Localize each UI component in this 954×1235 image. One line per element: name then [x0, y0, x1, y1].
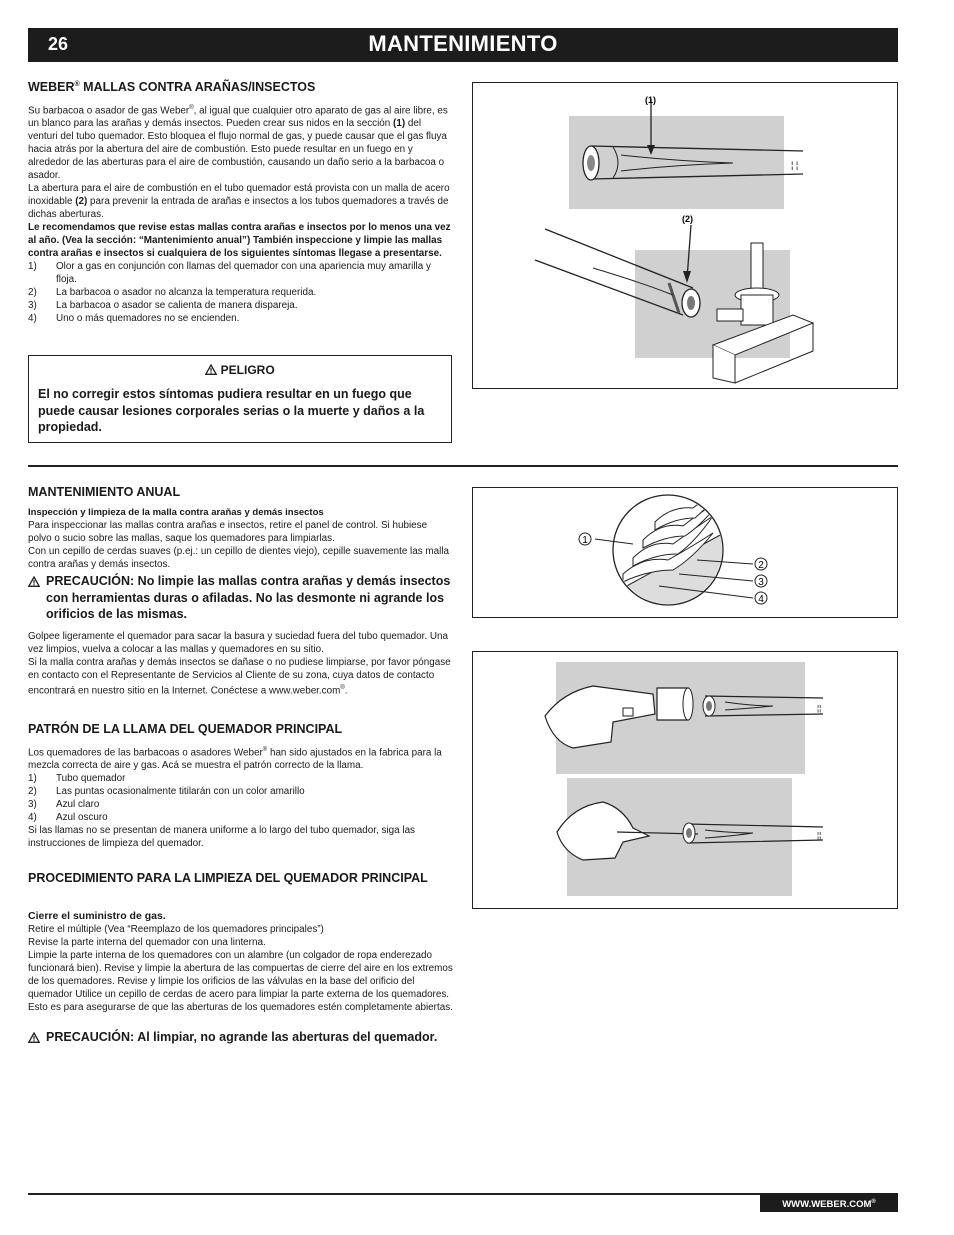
flame-body	[28, 744, 453, 850]
flame-paragraph-1	[28, 744, 453, 772]
reference-2: (2)	[75, 196, 88, 208]
danger-text: El no corregir estos síntomas pudiera resultar en un fuego que puede causar lesiones corporales serias o la muerte y daños a la propiedad.	[38, 387, 425, 434]
cleaning-caution-text: PRECAUCIÓN: Al limpiar, no agrande las aberturas del quemador.	[46, 1030, 438, 1044]
list-number: 2)	[28, 287, 37, 299]
list-item	[28, 811, 453, 824]
list-text: Olor a gas en conjunción con llamas del quemador con una apariencia muy amarilla y floja.	[56, 261, 431, 286]
flame-label-1: 1	[582, 535, 588, 546]
list-item	[28, 772, 453, 785]
text: Su barbacoa o asador de gas Weber	[28, 105, 190, 117]
annual-paragraph-1: Para inspeccionar las mallas contra arañas e insectos, retire el panel de control. Si hubiese polvo o sucio sobre las mallas, saque los quemadores para limpiarlas.	[28, 520, 428, 544]
annual-caution-text: PRECAUCIÓN: No limpie las mallas contra arañas y demás insectos con herramientas duras o afiladas. No las desmonte ni agrande los orificios de las mismas.	[46, 574, 451, 621]
text: para prevenir la entrada de arañas e insectos a los tubos quemadores a través de dichas aberturas.	[28, 196, 449, 221]
reg-mark: ®	[871, 1199, 876, 1205]
cleaning-subheading: Cierre el suministro de gas.	[28, 910, 166, 922]
annual-body	[28, 506, 453, 571]
annual-body-2	[28, 630, 453, 697]
reg-mark: ®	[189, 105, 194, 111]
list-number: 1)	[28, 773, 37, 785]
text: Si la malla contra arañas y demás insectos se dañase o no pudiese limpiarse, por favor póngase en contacto con el Representante de Servicios al Cliente de su zona, cuya datos de contacto encontrará en nuestro sitio en la Internet. Conéctese a www.weber.com	[28, 657, 451, 697]
reg-mark: ®	[74, 80, 80, 88]
cleaning-line-1: Retire el múltiple (Vea “Reemplazo de los quemadores principales”)	[28, 924, 324, 935]
footer-url-badge	[760, 1193, 898, 1212]
flame-label-2: 2	[758, 560, 764, 571]
svg-text:¦ ¦: ¦ ¦	[791, 160, 799, 170]
cleaning-illustration	[473, 652, 896, 907]
danger-box	[28, 355, 452, 443]
svg-text:¦¦: ¦¦	[817, 831, 822, 840]
flame-label-4: 4	[758, 594, 764, 605]
svg-text:¦¦: ¦¦	[817, 704, 822, 713]
annual-caution	[28, 573, 456, 623]
flame-heading: PATRÓN DE LA LLAMA DEL QUEMADOR PRINCIPAL	[28, 722, 343, 736]
spider-paragraph-2	[28, 182, 453, 221]
list-number: 2)	[28, 786, 37, 798]
footer-url: WWW.WEBER.COM	[782, 1199, 872, 1211]
annual-paragraph-4	[28, 656, 453, 697]
figure-label-2: (2)	[682, 214, 693, 224]
spider-heading	[28, 80, 315, 94]
figure-label-1: (1)	[645, 95, 656, 105]
warning-triangle-icon	[28, 576, 40, 587]
cleaning-body	[28, 910, 456, 1014]
page-number: 26	[48, 34, 69, 54]
list-item	[28, 312, 453, 325]
flame-label-3: 3	[758, 577, 764, 588]
list-item	[28, 286, 453, 299]
annual-subheading: Inspección y limpieza de la malla contra arañas y demás insectos	[28, 507, 324, 518]
reference-1: (1)	[393, 118, 406, 130]
list-text: Azul oscuro	[56, 812, 108, 824]
list-number: 4)	[28, 812, 37, 824]
text: La abertura para el aire de combustión en el tubo quemador está provista con un malla de acero inoxidable	[28, 183, 450, 208]
cleaning-line-3: Limpie la parte interna de los quemadores con un alambre (un colgador de ropa enderezado funcionará bien). Revise y limpie la abertura de las compuertas de cierre del aire en los extremos de los quemadores. Revise y limpie los orificios de las válvulas en la base del orificio del quemador Utilice un cepillo de cerdas de acero para limpiar la parte externa de los quemadores. Esto es para asegurarse de que las aberturas de los quemadores estén completamente abiertas.	[28, 950, 453, 1013]
burner-illustration	[473, 83, 896, 387]
footer-rule	[28, 1193, 768, 1195]
list-number: 3)	[28, 300, 37, 312]
list-text: Azul claro	[56, 799, 100, 811]
list-item	[28, 299, 453, 312]
list-number: 4)	[28, 313, 37, 325]
list-text: Las puntas ocasionalmente titilarán con un color amarillo	[56, 786, 305, 798]
text: , al igual que cualquier otro aparato de gas al aire libre, es un blanco para las arañas y demás insectos. Pueden crear sus nidos en la sección	[28, 105, 448, 130]
warning-triangle-icon	[28, 1032, 40, 1043]
spider-body	[28, 102, 453, 325]
figure-burner-screen	[472, 82, 898, 389]
list-text: Uno o más quemadores no se encienden.	[56, 313, 240, 325]
cleaning-caution	[28, 1029, 456, 1046]
figure-burner-cleaning	[472, 651, 898, 909]
list-text: Tubo quemador	[56, 773, 126, 785]
flame-list	[28, 772, 453, 824]
spider-paragraph-3: Le recomendamos que revise estas mallas contra arañas e insectos por lo menos una vez al año. (Vea la sección: “Mantenimiento anual”) También inspeccione y limpie las mallas contra arañas e insectos si cualquiera de los siguientes síntomas llegase a presentarse.	[28, 222, 451, 260]
list-item	[28, 785, 453, 798]
danger-heading	[29, 363, 451, 377]
list-item	[28, 798, 453, 811]
spider-paragraph-1	[28, 102, 453, 182]
section-divider	[28, 465, 898, 467]
text: Los quemadores de las barbacoas o asadores Weber	[28, 747, 263, 759]
reg-mark: ®	[340, 685, 345, 691]
heading-rest: MALLAS CONTRA ARAÑAS/INSECTOS	[79, 80, 316, 94]
list-text: La barbacoa o asador se calienta de manera dispareja.	[56, 300, 298, 312]
warning-triangle-icon	[205, 364, 217, 375]
annual-paragraph-3: Golpee ligeramente el quemador para sacar la basura y suciedad fuera del tubo quemador. Una vez limpios, vuelva a colocar a las mallas y quemadores en su sitio.	[28, 631, 448, 655]
page-header	[28, 28, 898, 62]
list-item	[28, 260, 453, 286]
flame-paragraph-2: Si las llamas no se presentan de manera uniforme a lo largo del tubo quemador, siga las instrucciones de limpieza del quemador.	[28, 825, 415, 850]
annual-heading: MANTENIMIENTO ANUAL	[28, 485, 181, 499]
list-number: 3)	[28, 799, 37, 811]
reg-mark: ®	[262, 747, 268, 753]
list-text: La barbacoa o asador no alcanza la temperatura requerida.	[56, 287, 317, 299]
symptom-list	[28, 260, 453, 325]
cleaning-heading: PROCEDIMIENTO PARA LA LIMPIEZA DEL QUEMADOR PRINCIPAL	[28, 871, 428, 885]
text: del venturi del tubo quemador. Esto bloquea el flujo normal de gas, y puede causar que el gas fluya hacia atrás por la abertura del aire de combustión. Esto puede resultar en un fuego en y alrededor de las aberturas para el aire de combustión, causando un daño serio a la barbacoa o asador.	[28, 118, 447, 182]
text: han sido ajustados en la fabrica para la mezcla correcta de aire y gas. Acá se muestra el patrón correcto de la llama.	[28, 747, 442, 772]
danger-heading-text: PELIGRO	[220, 363, 275, 377]
cleaning-line-2: Revise la parte interna del quemador con una linterna.	[28, 937, 266, 948]
text: .	[344, 685, 348, 697]
page-title: MANTENIMIENTO	[368, 31, 558, 56]
annual-paragraph-2: Con un cepillo de cerdas suaves (p.ej.: un cepillo de dientes viejo), cepille suavemente las malla contra arañas y demás insectos.	[28, 546, 450, 570]
list-number: 1)	[28, 261, 37, 273]
flame-illustration	[473, 488, 896, 616]
heading-brand: WEBER	[28, 80, 75, 94]
figure-flame-pattern	[472, 487, 898, 618]
